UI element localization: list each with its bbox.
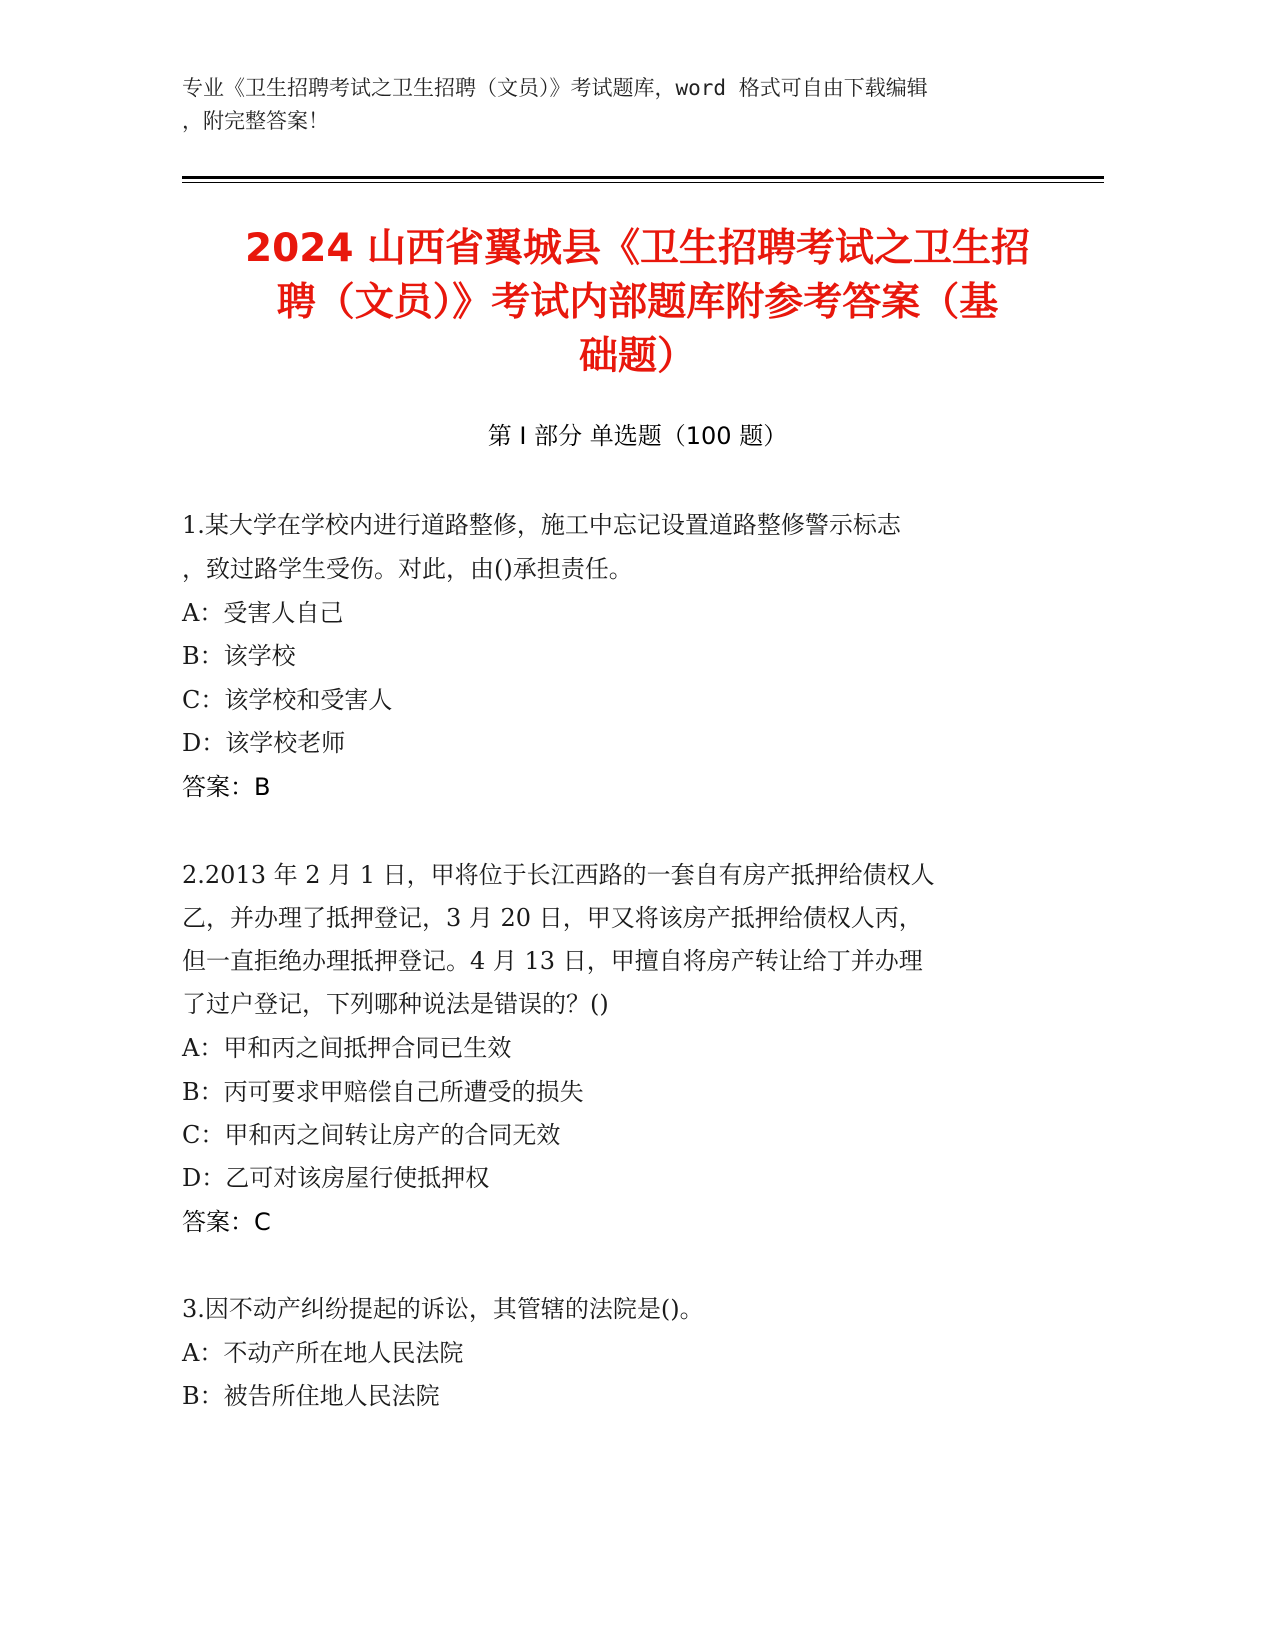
question-3-stem-line: 3.因不动产纠纷提起的诉讼，其管辖的法院是()。 bbox=[182, 1295, 704, 1323]
question-2-stem-line: 了过户登记，下列哪种说法是错误的？() bbox=[182, 990, 609, 1018]
question-2-answer: 答案：C bbox=[182, 1208, 271, 1236]
document-header bbox=[182, 72, 1062, 138]
question-2-option-b: B：丙可要求甲赔偿自己所遭受的损失 bbox=[182, 1078, 584, 1106]
header-line: ，附完整答案！ bbox=[182, 109, 329, 133]
header-divider-thick bbox=[182, 176, 1104, 179]
question-2-stem-line: 乙，并办理了抵押登记，3 月 20 日，甲又将该房产抵押给债权人丙， bbox=[182, 904, 923, 932]
header-divider-thin bbox=[182, 182, 1104, 183]
question-1-option-c: C：该学校和受害人 bbox=[182, 686, 393, 714]
title-line: 2024 山西省翼城县《卫生招聘考试之卫生招 bbox=[244, 226, 1031, 271]
question-3-option-a: A：不动产所在地人民法院 bbox=[182, 1339, 464, 1367]
question-2-option-d: D：乙可对该房屋行使抵押权 bbox=[182, 1164, 490, 1192]
question-1-option-b: B：该学校 bbox=[182, 642, 296, 670]
question-2-stem-line: 但一直拒绝办理抵押登记。4 月 13 日，甲擅自将房产转让给丁并办理 bbox=[182, 947, 923, 975]
question-1-answer: 答案：B bbox=[182, 773, 271, 801]
question-3-option-b: B：被告所住地人民法院 bbox=[182, 1382, 440, 1410]
title-line: 聘（文员）》考试内部题库附参考答案（基 bbox=[276, 280, 999, 325]
question-2-stem-line: 2.2013 年 2 月 1 日，甲将位于长江西路的一套自有房产抵押给债权人 bbox=[182, 861, 935, 889]
question-1-option-a: A：受害人自己 bbox=[182, 599, 344, 627]
question-1-stem-line: ，致过路学生受伤。对此，由()承担责任。 bbox=[182, 555, 633, 583]
question-1-option-d: D：该学校老师 bbox=[182, 729, 346, 757]
title-line: 础题） bbox=[578, 334, 696, 379]
question-1-stem-line: 1.某大学在学校内进行道路整修，施工中忘记设置道路整修警示标志 bbox=[182, 511, 901, 539]
header-line: 专业《卫生招聘考试之卫生招聘（文员）》考试题库，word 格式可自由下载编辑 bbox=[182, 76, 928, 100]
section-heading: 第 I 部分 单选题（100 题） bbox=[487, 422, 788, 450]
question-2-option-a: A：甲和丙之间抵押合同已生效 bbox=[182, 1034, 512, 1062]
question-2-option-c: C：甲和丙之间转让房产的合同无效 bbox=[182, 1121, 561, 1149]
document-title bbox=[170, 222, 1105, 384]
